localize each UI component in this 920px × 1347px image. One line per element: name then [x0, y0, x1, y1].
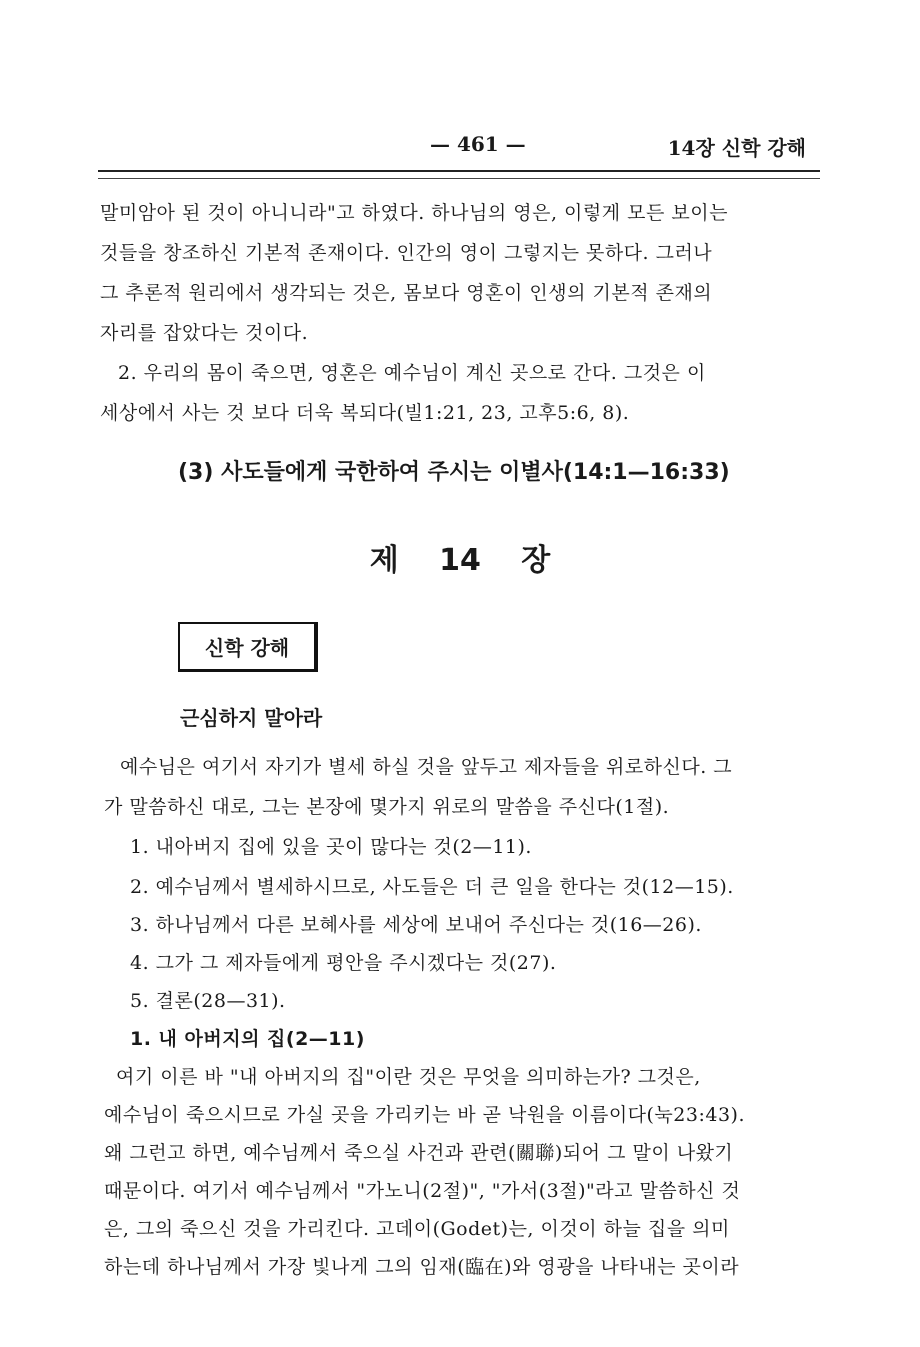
text-line: 세상에서 사는 것 보다 더욱 복되다(빌1:21, 23, 고후5:6, 8).: [100, 402, 630, 424]
text-line: 하는데 하나님께서 가장 빛나게 그의 임재(臨在)와 영광을 나타내는 곳이라: [104, 1256, 740, 1278]
running-title: 14장 신학 강해: [667, 136, 806, 160]
list-item: 3. 하나님께서 다른 보혜사를 세상에 보내어 주신다는 것(16—26).: [130, 914, 702, 936]
list-item: 4. 그가 그 제자들에게 평안을 주시겠다는 것(27).: [130, 952, 557, 974]
text-line: 2. 우리의 몸이 죽으면, 영혼은 예수님이 계신 곳으로 간다. 그것은 이: [118, 362, 706, 384]
text-line: 예수님은 여기서 자기가 별세 하실 것을 앞두고 제자들을 위로하신다. 그: [120, 756, 733, 778]
text-line: 왜 그런고 하면, 예수님께서 죽으실 사건과 관련(關聯)되어 그 말이 나왔기: [104, 1142, 734, 1164]
list-item: 5. 결론(28—31).: [130, 990, 286, 1012]
box-label: 신학 강해: [178, 622, 318, 672]
page-header: [100, 128, 820, 168]
text-line: 것들을 창조하신 기본적 존재이다. 인간의 영이 그렇지는 못하다. 그러나: [100, 242, 713, 264]
header-rule: [98, 170, 820, 172]
text-line: 때문이다. 여기서 예수님께서 "가노니(2절)", "가서(3절)"라고 말씀하신 것: [104, 1180, 741, 1202]
text-line: 여기 이른 바 "내 아버지의 집"이란 것은 무엇을 의미하는가? 그것은,: [116, 1066, 701, 1088]
header-rule-thin: [98, 178, 820, 179]
text-line: 가 말씀하신 대로, 그는 본장에 몇가지 위로의 말씀을 주신다(1절).: [104, 796, 670, 818]
text-line: 예수님이 죽으시므로 가실 곳을 가리키는 바 곧 낙원을 이름이다(눅23:43).: [104, 1104, 745, 1126]
section-title: (3) 사도들에게 국한하여 주시는 이별사(14:1—16:33): [178, 460, 730, 485]
subheading: 근심하지 말아라: [180, 706, 323, 730]
page-number: — 461 —: [430, 132, 526, 156]
text-line: 자리를 잡았다는 것이다.: [100, 322, 309, 344]
sub-subheading: 1. 내 아버지의 집(2—11): [130, 1028, 365, 1050]
chapter-title: 제 14 장: [369, 543, 551, 578]
text-line: 그 추론적 원리에서 생각되는 것은, 몸보다 영혼이 인생의 기본적 존재의: [100, 282, 713, 304]
list-item: 2. 예수님께서 별세하시므로, 사도들은 더 큰 일을 한다는 것(12—15).: [130, 876, 734, 898]
text-line: 말미암아 된 것이 아니니라"고 하였다. 하나님의 영은, 이렇게 모든 보이는: [100, 202, 728, 224]
text-line: 은, 그의 죽으신 것을 가리킨다. 고데이(Godet)는, 이것이 하늘 집을 의미: [104, 1218, 730, 1240]
list-item: 1. 내아버지 집에 있을 곳이 많다는 것(2—11).: [130, 836, 532, 858]
